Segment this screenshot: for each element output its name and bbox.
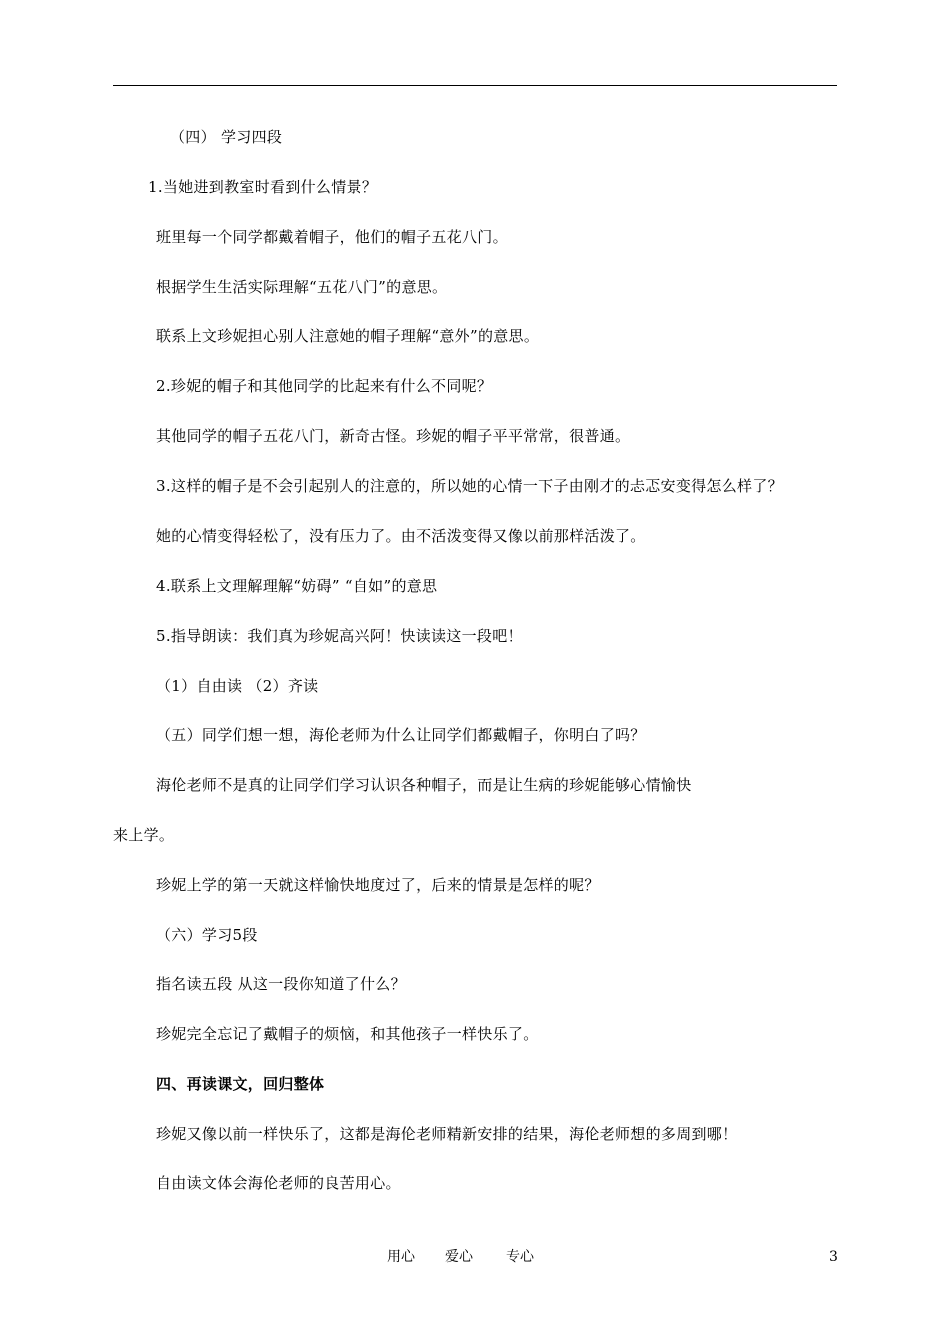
footer-motto-1: 用心 [387,1249,415,1265]
paragraph-line: （1）自由读 （2）齐读 [156,677,319,695]
question-2: 2.珍妮的帽子和其他同学的比起来有什么不同呢？ [156,377,493,395]
question-3: 3.这样的帽子是不会引起别人的注意的，所以她的心情一下子由刚才的忐忑安变得怎么样了？ [156,477,783,495]
paragraph-line-continued: 来上学。 [113,826,175,844]
section-heading-four: 四、再读课文，回归整体 [156,1075,325,1093]
paragraph-line: 联系上文珍妮担心别人注意她的帽子理解“意外”的意思。 [156,327,540,345]
paragraph-line: 珍妮完全忘记了戴帽子的烦恼，和其他孩子一样快乐了。 [156,1025,539,1043]
paragraph-line: 自由读文体会海伦老师的良苦用心。 [156,1174,401,1192]
paragraph-line: 她的心情变得轻松了，没有压力了。由不活泼变得又像以前那样活泼了。 [156,527,646,545]
paragraph-line: 根据学生生活实际理解“五花八门”的意思。 [156,278,448,296]
footer-motto-3: 专心 [506,1249,534,1265]
question-5: 5.指导朗读：我们真为珍妮高兴阿！快读读这一段吧！ [156,627,523,645]
question-1: 1.当她进到教室时看到什么情景？ [148,178,378,196]
footer-motto-2: 爱心 [445,1249,473,1265]
paragraph-line: 班里每一个同学都戴着帽子，他们的帽子五花八门。 [156,228,508,246]
paragraph-line: 珍妮又像以前一样快乐了，这都是海伦老师精新安排的结果，海伦老师想的多周到哪！ [156,1125,738,1143]
question-4: 4.联系上文理解理解“妨碍” “自如”的意思 [156,577,438,595]
section-heading-6: （六）学习5段 [156,926,258,944]
section-heading-5: （五）同学们想一想，海伦老师为什么让同学们都戴帽子，你明白了吗？ [156,726,646,744]
page-number: 3 [829,1249,838,1265]
paragraph-line: 其他同学的帽子五花八门，新奇古怪。珍妮的帽子平平常常，很普通。 [156,427,631,445]
header-rule [113,85,837,86]
paragraph-line: 指名读五段 从这一段你知道了什么？ [156,975,406,993]
paragraph-line: 海伦老师不是真的让同学们学习认识各种帽子，而是让生病的珍妮能够心情愉快 [156,776,692,794]
section-heading-4: （四） 学习四段 [170,128,283,146]
paragraph-line: 珍妮上学的第一天就这样愉快地度过了，后来的情景是怎样的呢？ [156,876,600,894]
